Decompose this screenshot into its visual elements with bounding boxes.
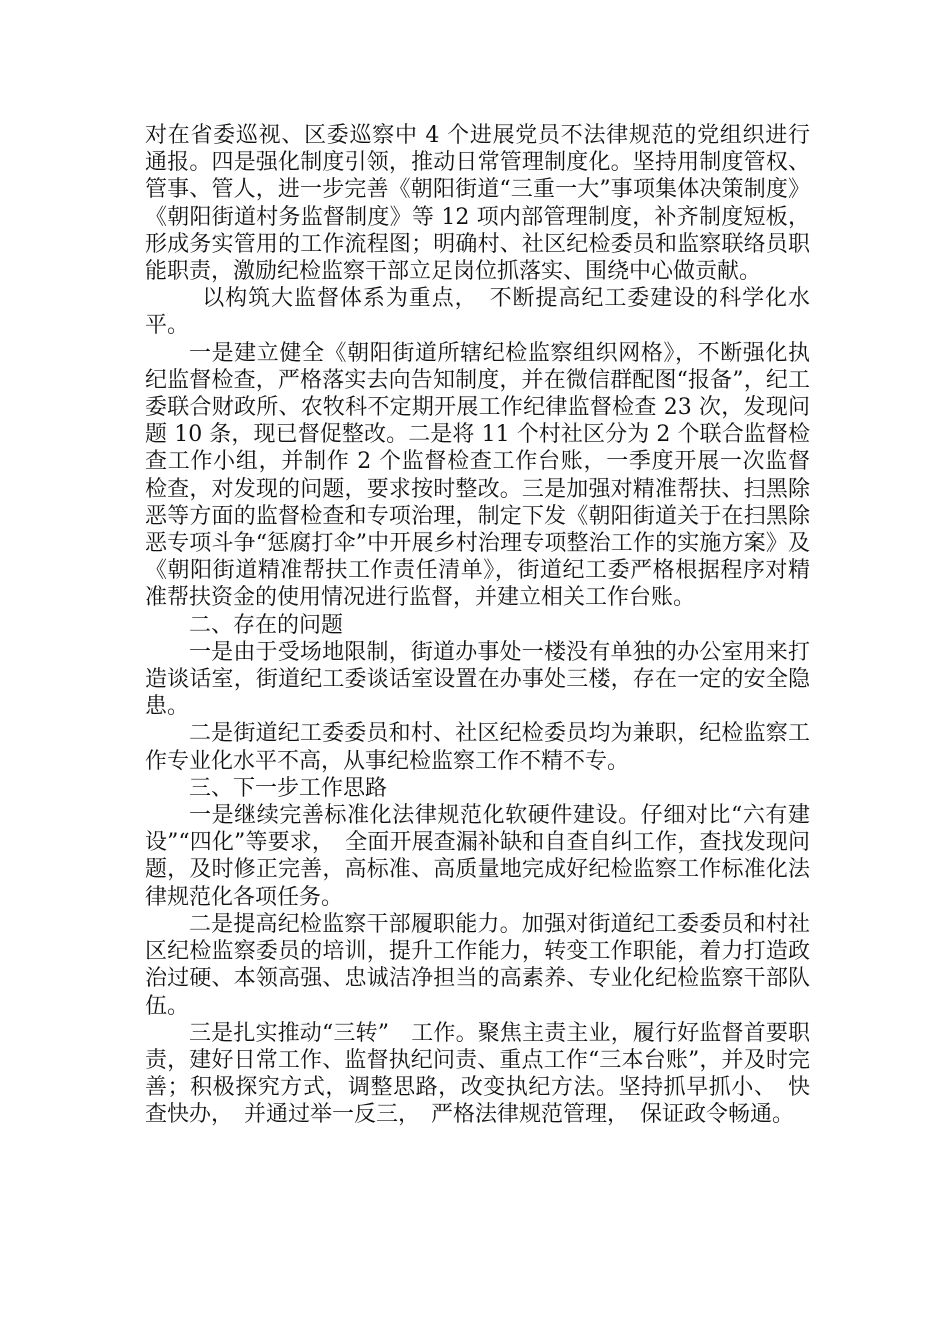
paragraph-6: 一是继续完善标准化法律规范化软硬件建设。仔细对比“六有建设”“四化”等要求， 全面开展查漏补缺和自查自纠工作，查找发现问题，及时修正完善，高标准、高质量地完成好纪检监察工作标准化法律规范化各项任务。 <box>145 803 810 910</box>
paragraph-3: 一是建立健全《朝阳街道所辖纪检监察组织网格》，不断强化执纪监督检查，严格落实去向告知制度，并在微信群配图“报备”，纪工委联合财政所、农牧科不定期开展工作纪律监督检查 23 次，发现问题 10 条，现已督促整改。二是将 11 个村社区分为 2 个联合监督检查工作小组，并制作 2 个监督检查工作台账，一季度开展一次监督检查，对发现的问题，要求按时整改。三是加强对精准帮扶、扫黑除恶等方面的监督检查和专项治理，制定下发《朝阳街道关于在扫黑除恶专项斗争“惩腐打伞”中开展乡村治理专项整治工作的实施方案》及《朝阳街道精准帮扶工作责任清单》，街道纪工委严格根据程序对精准帮扶资金的使用情况进行监督，并建立相关工作台账。 <box>145 340 810 611</box>
paragraph-8: 三是扎实推动“三转” 工作。聚焦主责主业，履行好监督首要职责，建好日常工作、监督执纪问责、重点工作“三本台账”，并及时完善；积极探究方式，调整思路，改变执纪方法。坚持抓早抓小、 快查快办， 并通过举一反三， 严格法律规范管理， 保证政令畅通。 <box>145 1020 810 1128</box>
paragraph-1: 对在省委巡视、区委巡察中 4 个进展党员不法律规范的党组织进行通报。四是强化制度引领，推动日常管理制度化。坚持用制度管权、管事、管人，进一步完善《朝阳街道“三重一大”事项集体决策制度》《朝阳街道村务监督制度》等 12 项内部管理制度，补齐制度短板，形成务实管用的工作流程图；明确村、社区纪检委员和监察联络员职能职责，激励纪检监察干部立足岗位抓落实、围绕中心做贡献。 <box>145 123 810 285</box>
section-heading-problems: 二、存在的问题 <box>189 612 344 638</box>
section-heading-next-steps: 三、下一步工作思路 <box>189 775 388 801</box>
document-body <box>145 122 810 1129</box>
paragraph-7: 二是提高纪检监察干部履职能力。加强对街道纪工委委员和村社区纪检监察委员的培训，提升工作能力，转变工作职能，着力打造政治过硬、本领高强、忠诚洁净担当的高素养、专业化纪检监察干部队伍。 <box>145 911 810 1019</box>
paragraph-2: 以构筑大监督体系为重点， 不断提高纪工委建设的科学化水平。 <box>145 286 810 339</box>
paragraph-5: 二是街道纪工委委员和村、社区纪检委员均为兼职，纪检监察工作专业化水平不高，从事纪检监察工作不精不专。 <box>145 721 810 774</box>
paragraph-4: 一是由于受场地限制，街道办事处一楼没有单独的办公室用来打造谈话室，街道纪工委谈话室设置在办事处三楼，存在一定的安全隐患。 <box>145 639 810 720</box>
